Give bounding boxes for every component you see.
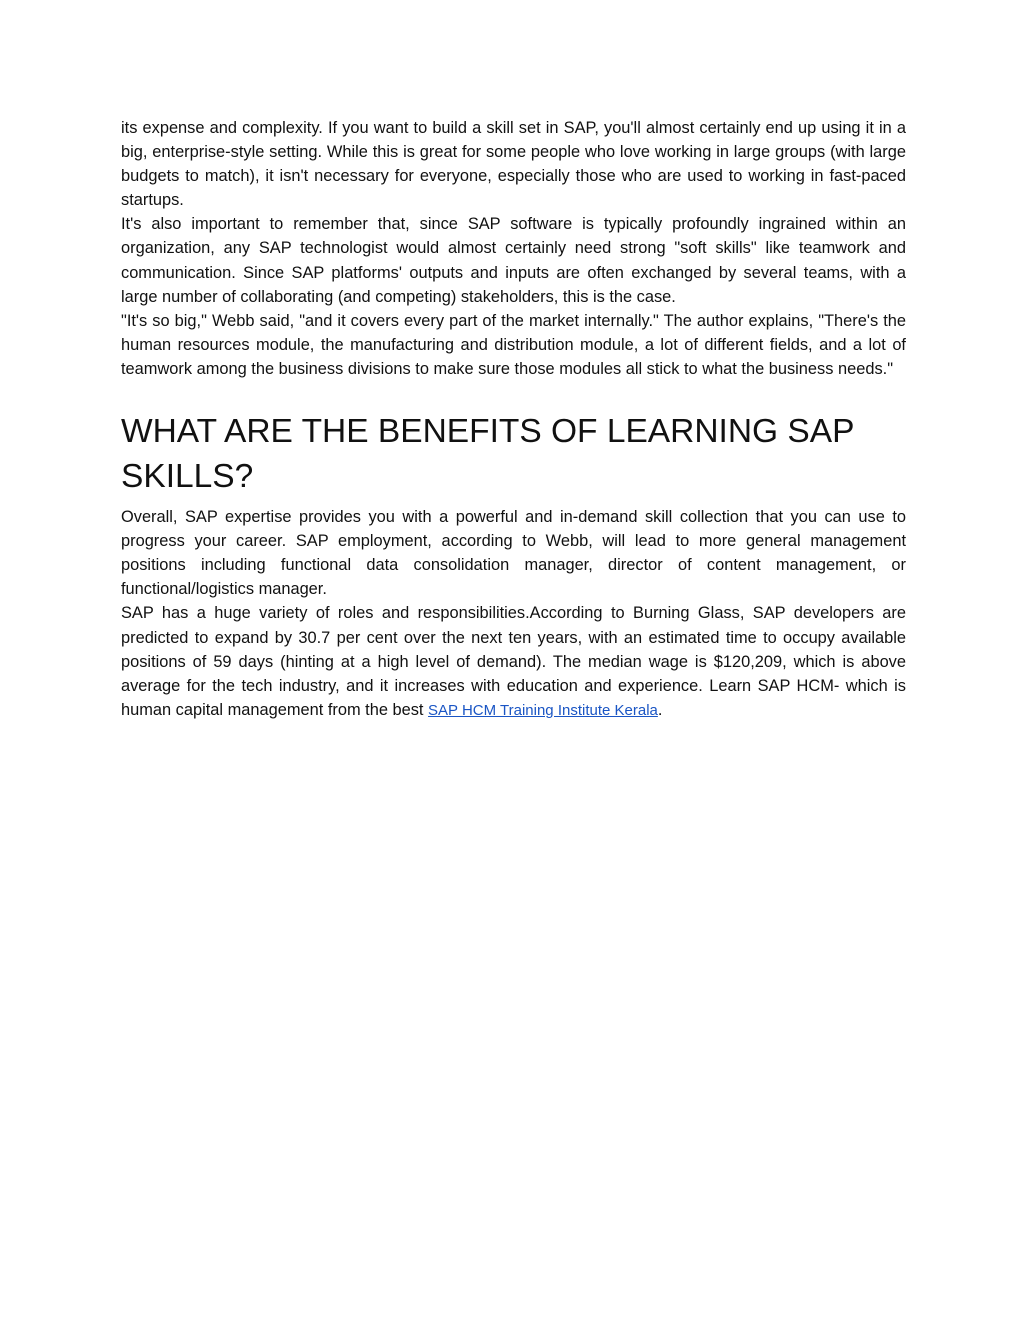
section-heading: WHAT ARE THE BENEFITS OF LEARNING SAP SKILLS? (121, 413, 854, 496)
intro-paragraph-3: "It's so big," Webb said, "and it covers every part of the market internally." The author explains, "There's the human resources module, the manufacturing and distribution module, a lot of different fields, and a lot of teamwork among the business divisions to make sure those modules all stick to what the business needs." (121, 311, 906, 378)
intro-paragraph-1: its expense and complexity. If you want to build a skill set in SAP, you'll almost certainly end up using it in a big, enterprise-style setting. While this is great for some people who love working in large groups (with large budgets to match), it isn't necessary for everyone, especially those who are used to working in fast-paced startups. (121, 119, 906, 210)
benefits-paragraph-1: Overall, SAP expertise provides you with a powerful and in-demand skill collection that you can use to progress your career. SAP employment, according to Webb, will lead to more general management positions including functional data consolidation manager, director of content management, or functional/logistics manager. (121, 508, 906, 599)
benefits-paragraph-2 (121, 601, 906, 722)
benefits-paragraph-2-text: SAP has a huge variety of roles and responsibilities.According to Burning Glass, SAP developers are predicted to expand by 30.7 per cent over the next ten years, with an estimated time to occupy available positions of 59 days (hinting at a high level of demand). The median wage is $120,209, which is above average for the tech industry, and it increases with education and experience. Learn SAP HCM- which is human capital management from the best (121, 604, 906, 719)
intro-paragraph-2: It's also important to remember that, since SAP software is typically profoundly ingrained within an organization, any SAP technologist would almost certainly need strong "soft skills" like teamwork and communication. Since SAP platforms' outputs and inputs are often exchanged by several teams, with a large number of collaborating (and competing) stakeholders, this is the case. (121, 215, 906, 306)
document-page (121, 116, 906, 723)
benefits-paragraph-2-end: . (657, 700, 663, 719)
training-institute-link[interactable]: SAP HCM Training Institute Kerala (428, 701, 658, 719)
